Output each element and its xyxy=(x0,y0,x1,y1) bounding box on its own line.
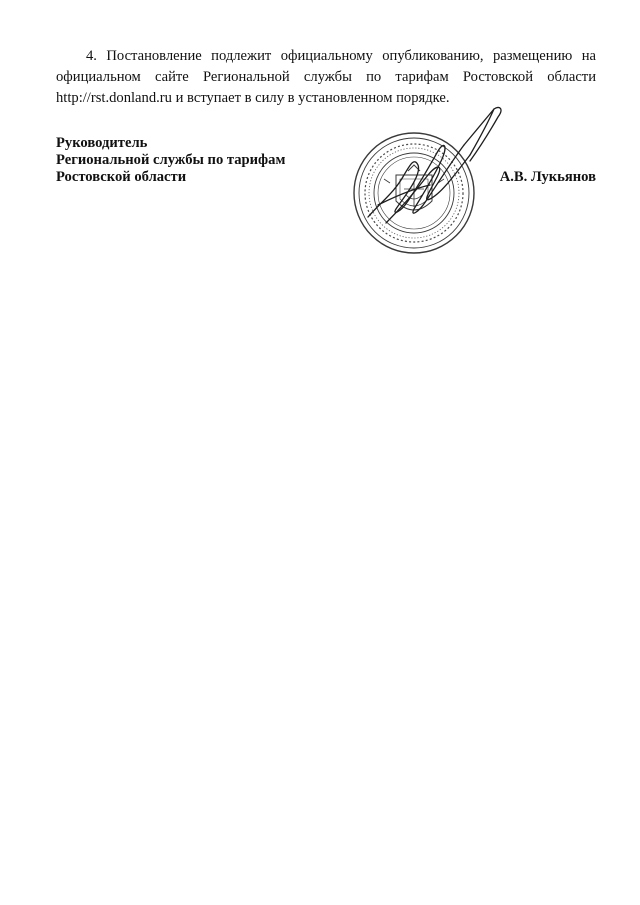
signer-position-line-2: Региональной службы по тарифам xyxy=(56,152,286,168)
official-seal-icon xyxy=(334,105,524,265)
signer-position-line-1: Руководитель xyxy=(56,135,148,151)
signer-name: А.В. Лукьянов xyxy=(499,169,596,185)
signer-position xyxy=(56,135,285,186)
signer-position-line-3: Ростовской области xyxy=(56,169,187,185)
signature-block xyxy=(56,135,596,255)
paragraph-4: 4. Постановление подлежит официальному опубликованию, размещению на официальном сайте Региональной службы по тарифам Ростовской области http://rst.donland.ru и вступает в силу в установленном порядке. xyxy=(56,48,596,106)
